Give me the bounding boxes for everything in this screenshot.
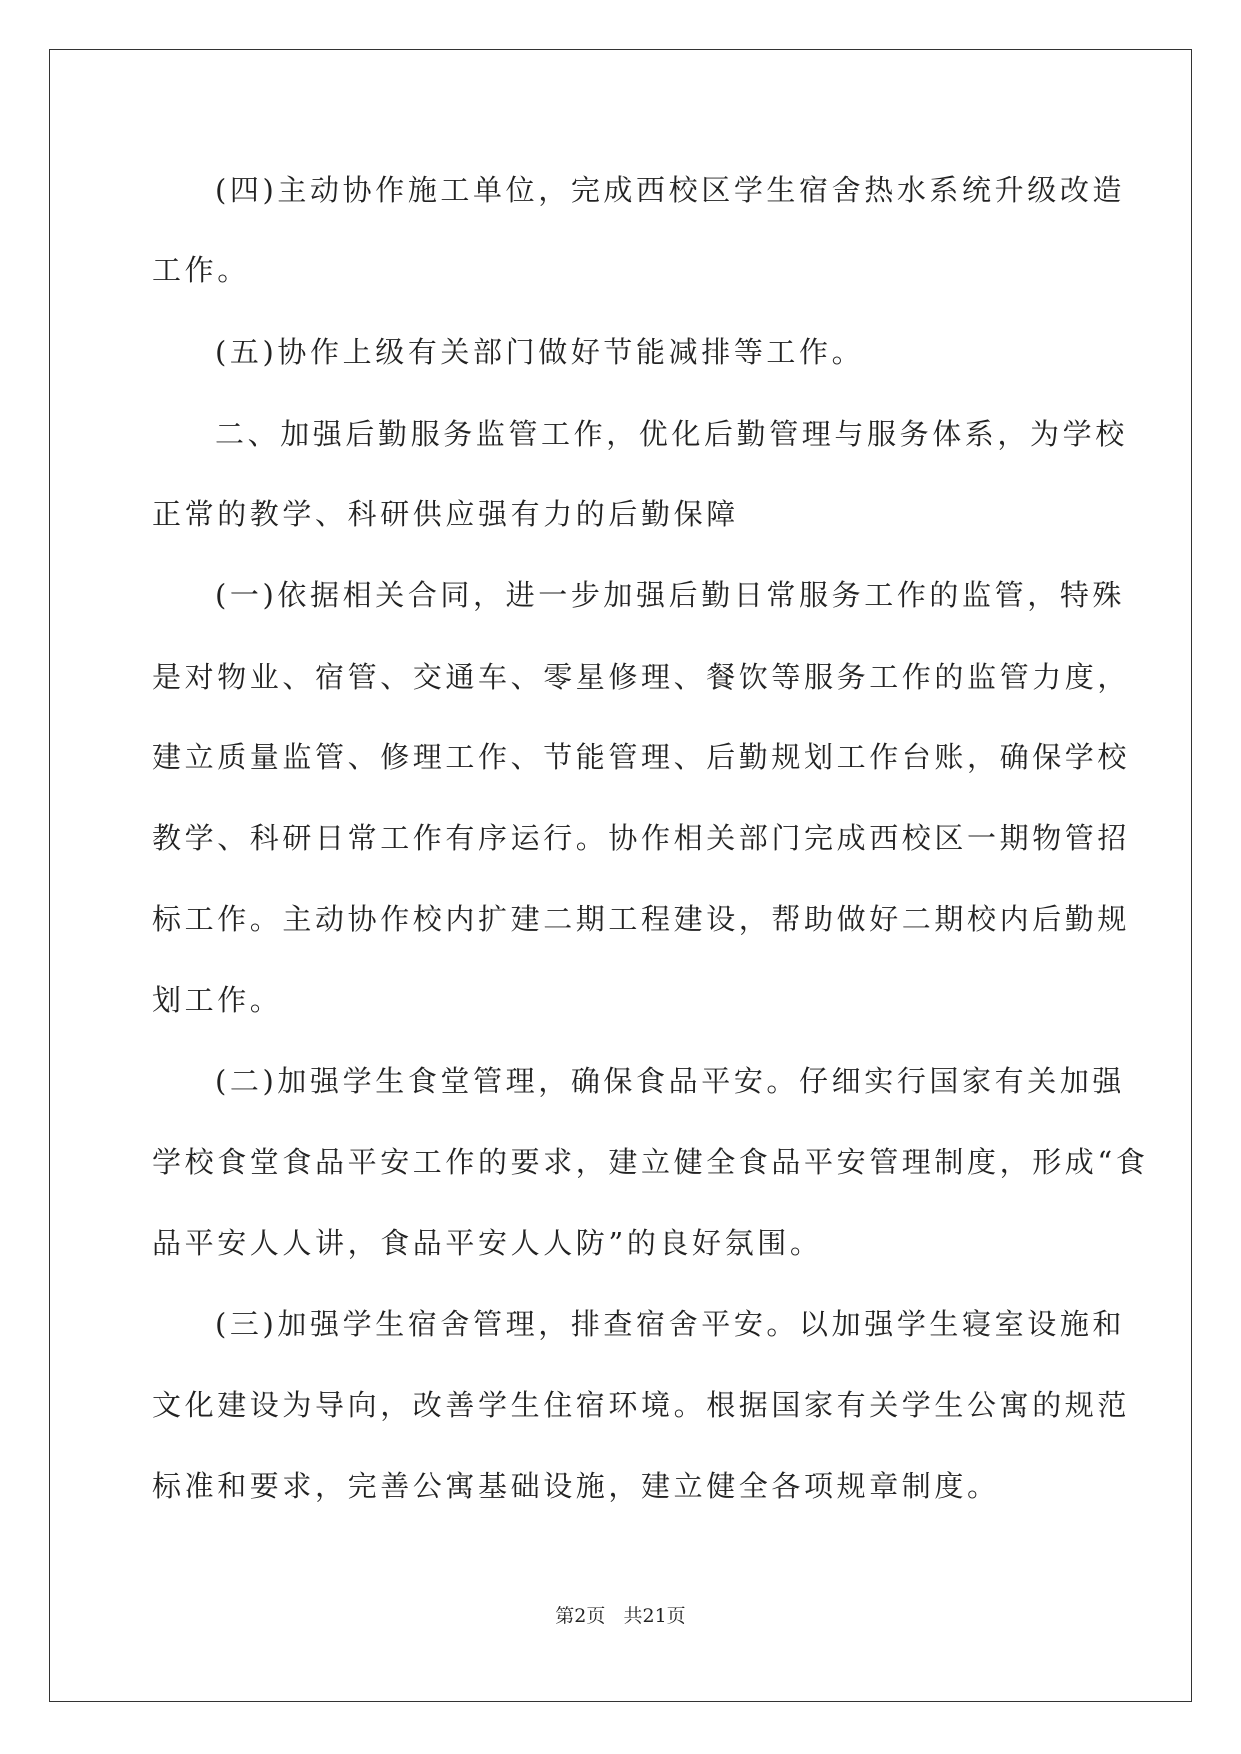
page-border	[49, 49, 1192, 1702]
paragraph-5-line-1: (五)协作上级有关部门做好节能减排等工作。	[215, 335, 865, 369]
section-2-heading-line-2: 正常的教学、科研供应强有力的后勤保障	[152, 497, 739, 531]
page-number-footer: 第2页 共21页	[555, 1605, 686, 1627]
item-1-line-1: (一)依据相关合同，进一步加强后勤日常服务工作的监管，特殊	[215, 578, 1126, 612]
item-2-line-1: (二)加强学生食堂管理，确保食品平安。仔细实行国家有关加强	[215, 1064, 1126, 1098]
paragraph-4-line-2: 工作。	[152, 253, 250, 287]
item-3-line-3: 标准和要求，完善公寓基础设施，建立健全各项规章制度。	[152, 1469, 1000, 1503]
item-1-line-5: 标工作。主动协作校内扩建二期工程建设，帮助做好二期校内后勤规	[152, 902, 1131, 936]
item-3-line-2: 文化建设为导向，改善学生住宿环境。根据国家有关学生公寓的规范	[152, 1388, 1131, 1422]
item-1-line-2: 是对物业、宿管、交通车、零星修理、餐饮等服务工作的监管力度，	[152, 660, 1131, 694]
item-3-line-1: (三)加强学生宿舍管理，排查宿舍平安。以加强学生寝室设施和	[215, 1307, 1126, 1341]
item-2-line-2: 学校食堂食品平安工作的要求，建立健全食品平安管理制度，形成“食	[152, 1145, 1149, 1179]
item-2-line-3: 品平安人人讲，食品平安人人防”的良好氛围。	[152, 1226, 823, 1260]
section-2-heading-line-1: 二、加强后勤服务监管工作，优化后勤管理与服务体系，为学校	[215, 417, 1128, 451]
paragraph-4-line-1: (四)主动协作施工单位，完成西校区学生宿舍热水系统升级改造	[215, 173, 1126, 207]
item-1-line-6: 划工作。	[152, 983, 283, 1017]
item-1-line-4: 教学、科研日常工作有序运行。协作相关部门完成西校区一期物管招	[152, 821, 1131, 855]
item-1-line-3: 建立质量监管、修理工作、节能管理、后勤规划工作台账，确保学校	[152, 740, 1131, 774]
